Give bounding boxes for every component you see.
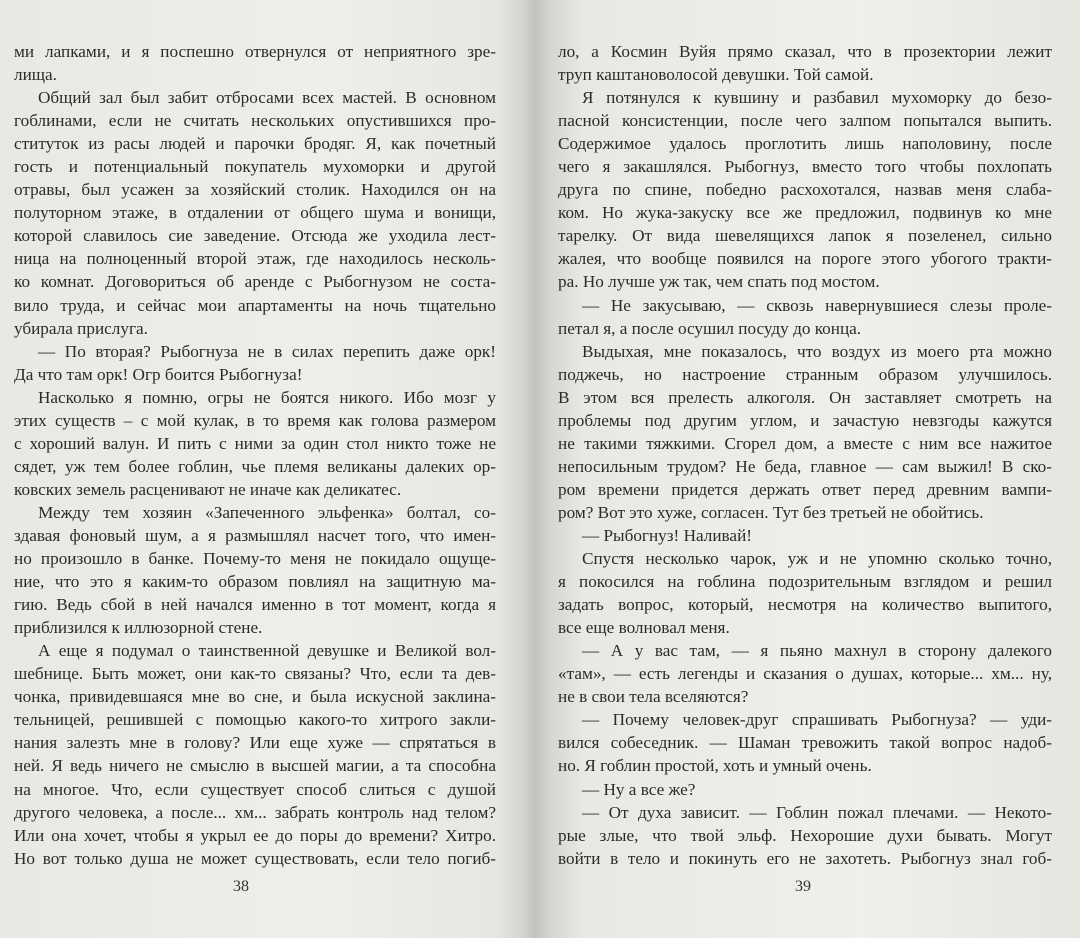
- text-line: Я потянулся к кувшину и разбавил мухоморку до безо-: [582, 88, 1052, 108]
- right-page-number: 39: [795, 878, 811, 895]
- text-line: ституток из расы людей и парочки бродяг. Я, как почетный: [14, 134, 496, 154]
- text-line: задать вопрос, который, несмотря на количество выпитого,: [558, 595, 1052, 615]
- left-page-number: 38: [233, 878, 249, 895]
- text-line: чего я закашлялся. Рыбогнуз, вместо того чтобы похлопать: [558, 157, 1052, 177]
- text-line: не такими тяжкими. Сгорел дом, а вместе с ним все нажитое: [558, 433, 1052, 453]
- text-line: отравы, был усажен за хозяйский столик. Находился он на: [14, 180, 496, 200]
- text-line: — Почему человек-друг спрашивать Рыбогнуза? — уди-: [582, 710, 1052, 730]
- text-line: рые злые, что твой эльф. Нехорошие духи бывать. Могут: [558, 825, 1052, 845]
- text-line: — От духа зависит. — Гоблин пожал плечами. — Некото-: [582, 802, 1052, 822]
- text-line: Да что там орк! Огр боится Рыбогнуза!: [14, 364, 303, 384]
- text-line: ней. Я ведь ничего не смыслю в высшей магии, а та способна: [14, 756, 496, 776]
- text-line: ром? Вот это хуже, согласен. Тут без третьей не обойтись.: [558, 502, 984, 522]
- text-line: труп каштановолосой девушки. Той самой.: [558, 65, 874, 85]
- text-line: А еще я подумал о таинственной девушке и Великой вол-: [38, 641, 496, 661]
- text-line: Содержимое удалось проглотить лишь наполовину, после: [558, 134, 1052, 154]
- text-line: я покосился на гоблина подозрительным взглядом и решил: [558, 572, 1052, 592]
- text-line: ковских земель расценивают не иначе как деликатес.: [14, 479, 402, 499]
- text-line: гию. Ведь сбой в ней начался именно в тот момент, когда я: [14, 595, 496, 615]
- text-line: тарелку. От вида шевелящихся лапок я позеленел, сильно: [558, 226, 1052, 246]
- text-line: Выдыхая, мне показалось, что воздух из моего рта можно: [582, 341, 1052, 361]
- text-line: лища.: [14, 65, 57, 85]
- text-line: В этом вся прелесть алкоголя. Он заставляет смотреть на: [558, 387, 1052, 407]
- text-line: с хороший валун. И пить с ними за один стол никто тоже не: [14, 433, 496, 453]
- text-line: ко комнат. Договориться об аренде с Рыбогнузом не соста-: [14, 272, 496, 292]
- text-line: проблемы под другим углом, и зачастую невзгоды кажутся: [558, 410, 1052, 430]
- text-line: ми лапками, и я поспешно отвернулся от неприятного зре-: [14, 42, 496, 61]
- text-line: Между тем хозяин «Запеченного эльфенка» болтал, со-: [38, 502, 496, 522]
- text-line: вился собеседник. — Шаман тревожить такой вопрос надоб-: [558, 733, 1052, 753]
- text-line: тельницей, решившей с помощью какого-то хитрого закли-: [14, 710, 496, 730]
- text-line: — Ну а все же?: [582, 779, 696, 799]
- text-line: пасной консистенции, после чего залпом попытался выпить.: [558, 111, 1052, 131]
- text-line: полуторном этаже, в отдалении от общего шума и вонищи,: [14, 203, 496, 223]
- text-line: Общий зал был забит отбросами всех мастей. В основном: [38, 88, 496, 108]
- text-line: Насколько я помню, огры не боятся никого. Ибо мозг у: [38, 387, 496, 407]
- text-line: «там», — есть легенды и сказания о душах, которые... хм... ну,: [558, 664, 1052, 684]
- right-page: [558, 40, 1052, 870]
- text-line: петал я, а после осушил посуду до конца.: [558, 318, 862, 338]
- text-line: этих существ – с мой кулак, в то время как голова размером: [14, 410, 496, 430]
- text-line: которой славилось сие заведение. Отсюда же уходила лест-: [14, 226, 496, 246]
- text-line: — Рыбогнуз! Наливай!: [582, 525, 752, 545]
- text-line: ница на полноценный второй этаж, где находилось несколь-: [14, 249, 496, 269]
- text-line: ром времени придется держать ответ перед древним вампи-: [558, 479, 1052, 499]
- text-line: поджечь, но настроение странным образом улучшилось.: [558, 364, 1052, 384]
- text-line: на многое. Что, если существует способ слиться с душой: [14, 779, 496, 799]
- text-line: ло, а Космин Вуйя прямо сказал, что в прозектории лежит: [558, 42, 1052, 61]
- text-line: ра. Но лучше уж так, чем спать под мостом.: [558, 272, 880, 292]
- text-line: Спустя несколько чарок, уж и не упомню сколько точно,: [582, 549, 1052, 569]
- text-line: но. Я гоблин простой, хоть и умный очень.: [558, 756, 872, 776]
- text-line: убирала прислуга.: [14, 318, 148, 338]
- text-line: но произошло в банке. Почему-то меня не покидало ощуще-: [14, 549, 496, 569]
- text-line: войти в тело и покинуть его не захотеть. Рыбогнуз знал гоб-: [558, 848, 1052, 868]
- left-page: [14, 40, 496, 870]
- text-line: здавая фоновый шум, а я размышлял насчет того, что имен-: [14, 525, 496, 545]
- text-line: ком. Но жука-закуску все же предложил, подвинув ко мне: [558, 203, 1052, 223]
- text-line: другого человека, а после... хм... забрать контроль над телом?: [14, 802, 496, 822]
- text-line: — А у вас там, — я пьяно махнул в сторону далекого: [582, 641, 1052, 661]
- text-line: — Не закусываю, — сквозь навернувшиеся слезы проле-: [582, 295, 1052, 315]
- text-line: чонка, привидевшаяся мне во сне, и была искусной заклина-: [14, 687, 496, 707]
- text-line: гость и потенциальный покупатель мухоморки и другой: [14, 157, 496, 177]
- text-line: друга по спине, победно расхохотался, назвав меня слаба-: [558, 180, 1052, 200]
- text-line: Или она хочет, чтобы я укрыл ее до поры до времени? Хитро.: [14, 825, 496, 845]
- text-line: нания залезть мне в голову? Или еще хуже — спрятаться в: [14, 733, 496, 753]
- text-line: гоблинами, если не считать нескольких опустившихся про-: [14, 111, 496, 131]
- text-line: все еще волновал меня.: [558, 618, 730, 638]
- text-line: вило труда, и сейчас мои апартаменты на ночь тщательно: [14, 295, 496, 315]
- text-line: Но вот только душа не может существовать, если тело погиб-: [14, 848, 496, 868]
- text-line: приблизился к иллюзорной стене.: [14, 618, 263, 638]
- text-line: — По вторая? Рыбогнуза не в силах перепить даже орк!: [38, 341, 496, 361]
- text-line: жалея, что вообще появился на пороге этого убогого тракти-: [558, 249, 1052, 269]
- text-line: ние, что это я каким-то образом повлиял на защитную ма-: [14, 572, 496, 592]
- text-line: шебнице. Быть может, они как-то связаны? Что, если та дев-: [14, 664, 496, 684]
- text-line: непосильным трудом? Не беда, главное — сам выжил! В ско-: [558, 456, 1052, 476]
- text-line: сядет, уж тем более гоблин, чье племя великаны далеких ор-: [14, 456, 496, 476]
- text-line: не в свои тела вселяются?: [558, 687, 749, 707]
